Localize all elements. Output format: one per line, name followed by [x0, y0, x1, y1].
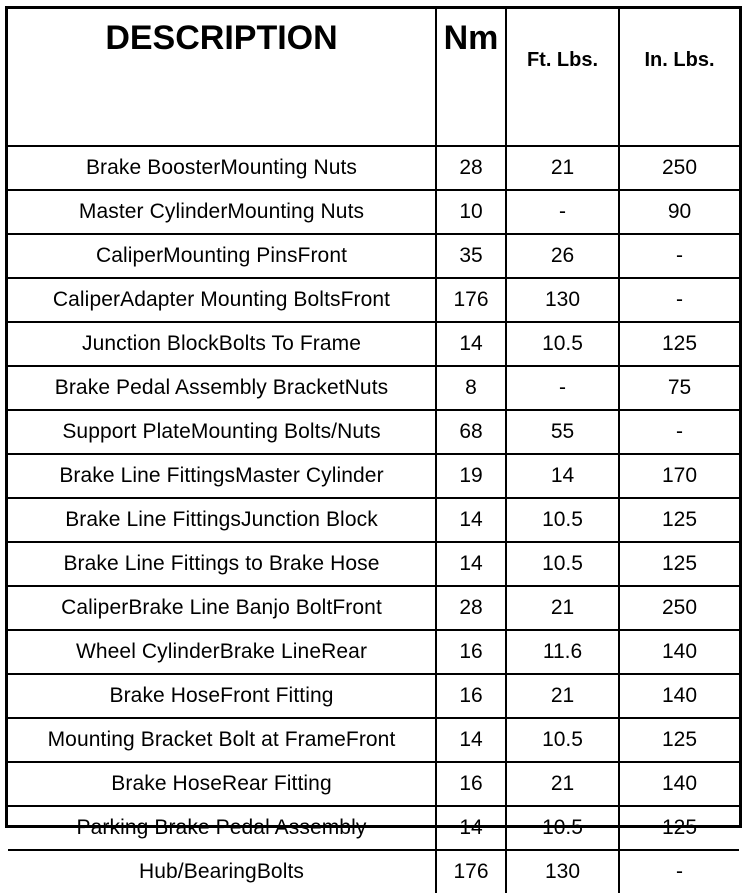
- table-row: [8, 234, 739, 278]
- table-row: [8, 806, 739, 850]
- cell-description: Brake Line Fittings to Brake Hose: [8, 542, 436, 586]
- cell-description: Hub/BearingBolts: [8, 850, 436, 893]
- cell-nm: 14: [436, 322, 506, 366]
- cell-description: Brake Line FittingsMaster Cylinder: [8, 454, 436, 498]
- table-row: [8, 586, 739, 630]
- table-row: [8, 630, 739, 674]
- cell-description: Brake HoseRear Fitting: [8, 762, 436, 806]
- cell-ft-lbs: 10.5: [506, 542, 619, 586]
- cell-ft-lbs: -: [506, 190, 619, 234]
- table-row: [8, 762, 739, 806]
- cell-ft-lbs: 26: [506, 234, 619, 278]
- cell-in-lbs: 170: [619, 454, 739, 498]
- cell-ft-lbs: 21: [506, 674, 619, 718]
- cell-nm: 14: [436, 542, 506, 586]
- cell-ft-lbs: 21: [506, 762, 619, 806]
- cell-description: Junction BlockBolts To Frame: [8, 322, 436, 366]
- cell-description: Brake Line FittingsJunction Block: [8, 498, 436, 542]
- cell-nm: 35: [436, 234, 506, 278]
- cell-description: Parking Brake Pedal Assembly: [8, 806, 436, 850]
- cell-in-lbs: 125: [619, 542, 739, 586]
- cell-description: Brake HoseFront Fitting: [8, 674, 436, 718]
- cell-description: CaliperAdapter Mounting BoltsFront: [8, 278, 436, 322]
- cell-nm: 14: [436, 718, 506, 762]
- cell-ft-lbs: 10.5: [506, 322, 619, 366]
- cell-nm: 16: [436, 630, 506, 674]
- table-row: [8, 718, 739, 762]
- header-row: [8, 9, 739, 146]
- cell-nm: 19: [436, 454, 506, 498]
- cell-nm: 10: [436, 190, 506, 234]
- cell-description: Support PlateMounting Bolts/Nuts: [8, 410, 436, 454]
- cell-nm: 16: [436, 762, 506, 806]
- cell-in-lbs: 140: [619, 674, 739, 718]
- table-row: [8, 850, 739, 893]
- cell-ft-lbs: 11.6: [506, 630, 619, 674]
- cell-description: CaliperBrake Line Banjo BoltFront: [8, 586, 436, 630]
- torque-spec-table: [8, 9, 739, 893]
- cell-nm: 8: [436, 366, 506, 410]
- table-row: [8, 278, 739, 322]
- cell-nm: 176: [436, 278, 506, 322]
- cell-nm: 28: [436, 146, 506, 190]
- table-row: [8, 542, 739, 586]
- table-row: [8, 410, 739, 454]
- cell-in-lbs: -: [619, 234, 739, 278]
- cell-in-lbs: 125: [619, 718, 739, 762]
- cell-nm: 68: [436, 410, 506, 454]
- cell-in-lbs: -: [619, 850, 739, 893]
- cell-ft-lbs: -: [506, 366, 619, 410]
- cell-ft-lbs: 10.5: [506, 498, 619, 542]
- cell-ft-lbs: 55: [506, 410, 619, 454]
- header-description: DESCRIPTION: [8, 9, 436, 146]
- cell-ft-lbs: 21: [506, 146, 619, 190]
- cell-in-lbs: 250: [619, 146, 739, 190]
- cell-description: CaliperMounting PinsFront: [8, 234, 436, 278]
- torque-spec-table-frame: [5, 6, 742, 883]
- cell-in-lbs: 125: [619, 322, 739, 366]
- table-row: [8, 146, 739, 190]
- cell-ft-lbs: 10.5: [506, 718, 619, 762]
- cell-in-lbs: 140: [619, 630, 739, 674]
- cell-description: Wheel CylinderBrake LineRear: [8, 630, 436, 674]
- cell-ft-lbs: 10.5: [506, 806, 619, 850]
- header-in-lbs: In. Lbs.: [619, 9, 739, 146]
- cell-description: Brake Pedal Assembly BracketNuts: [8, 366, 436, 410]
- cell-description: Master CylinderMounting Nuts: [8, 190, 436, 234]
- header-nm: Nm: [436, 9, 506, 146]
- cell-nm: 28: [436, 586, 506, 630]
- table-row: [8, 366, 739, 410]
- cell-nm: 176: [436, 850, 506, 893]
- cell-description: Brake BoosterMounting Nuts: [8, 146, 436, 190]
- header-ft-lbs: Ft. Lbs.: [506, 9, 619, 146]
- table-row: [8, 454, 739, 498]
- cell-in-lbs: 140: [619, 762, 739, 806]
- cell-in-lbs: 75: [619, 366, 739, 410]
- table-row: [8, 674, 739, 718]
- cell-in-lbs: -: [619, 410, 739, 454]
- cell-in-lbs: 125: [619, 498, 739, 542]
- cell-in-lbs: 90: [619, 190, 739, 234]
- table-row: [8, 498, 739, 542]
- cell-ft-lbs: 130: [506, 850, 619, 893]
- cell-description: Mounting Bracket Bolt at FrameFront: [8, 718, 436, 762]
- cell-in-lbs: 125: [619, 806, 739, 850]
- cell-nm: 14: [436, 498, 506, 542]
- cell-ft-lbs: 130: [506, 278, 619, 322]
- cell-nm: 16: [436, 674, 506, 718]
- cell-in-lbs: 250: [619, 586, 739, 630]
- cell-ft-lbs: 14: [506, 454, 619, 498]
- cell-nm: 14: [436, 806, 506, 850]
- table-row: [8, 322, 739, 366]
- cell-ft-lbs: 21: [506, 586, 619, 630]
- table-row: [8, 190, 739, 234]
- cell-in-lbs: -: [619, 278, 739, 322]
